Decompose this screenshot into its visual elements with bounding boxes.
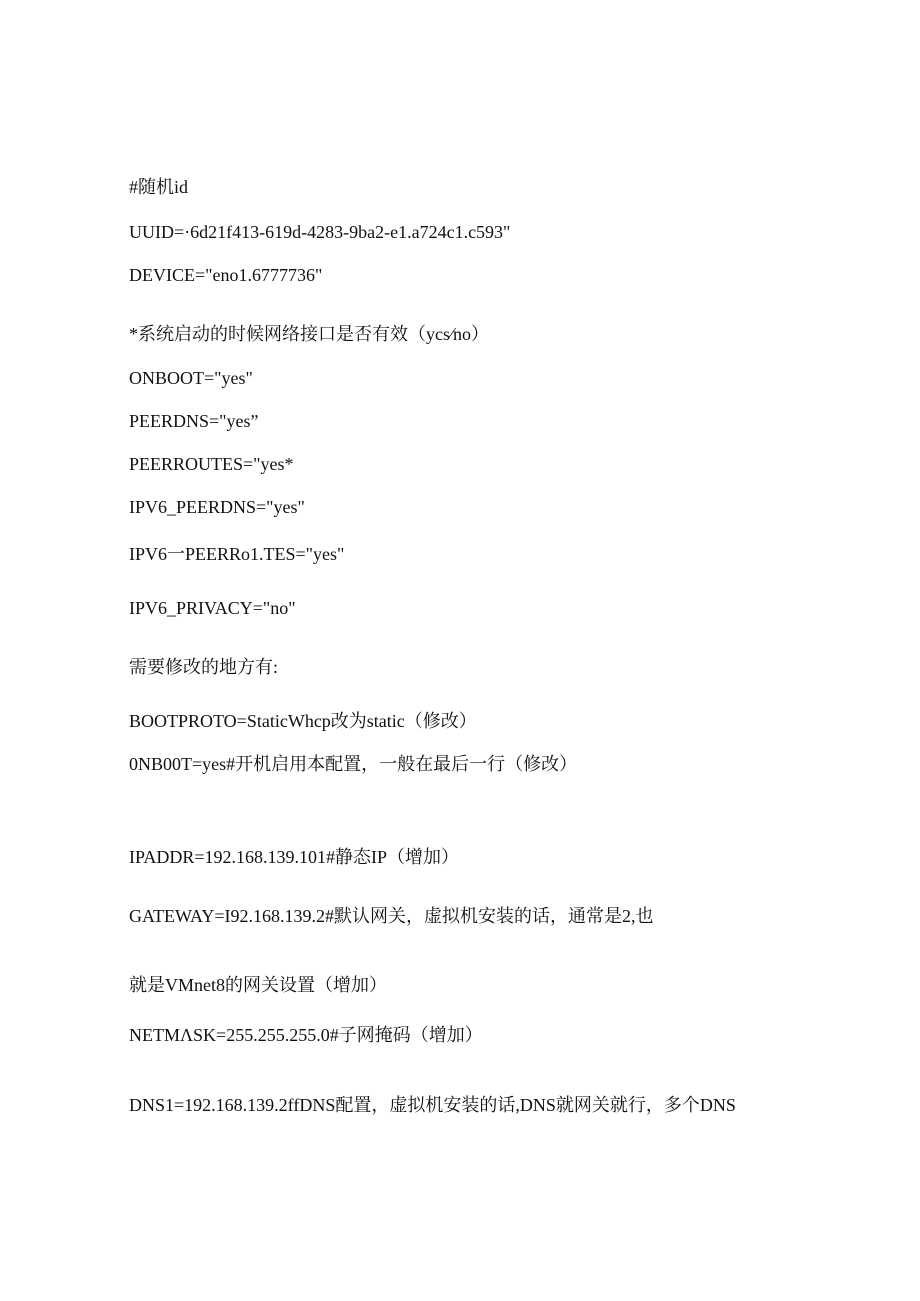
config-dns1: DNS1=192.168.139.2ffDNS配置，虚拟机安装的话,DNS就网关就行，多个DNS bbox=[129, 1095, 736, 1115]
config-netmask: NETMΛSK=255.255.255.0#子网掩码（增加） bbox=[129, 1025, 483, 1045]
section-heading-changes: 需要修改的地方有: bbox=[129, 657, 279, 677]
config-ipv6-peerdns: IPV6_PEERDNS="yes" bbox=[129, 497, 305, 517]
config-bootproto: BOOTPROTO=StaticWhcp改为static（修改） bbox=[129, 711, 477, 731]
config-uuid: UUID=·6d21f413-619d-4283-9ba2-e1.a724c1.c593" bbox=[129, 222, 511, 242]
config-ipv6-peerroutes: IPV6一PEERRo1.TES="yes" bbox=[129, 544, 345, 564]
config-gateway-continued: 就是VMnet8的网关设置（增加） bbox=[129, 975, 387, 995]
config-onboot-note: 0NB00T=yes#开机启用本配置，一般在最后一行（修改） bbox=[129, 754, 578, 774]
config-ipaddr: IPADDR=192.168.139.101#静态IP（增加） bbox=[129, 847, 460, 867]
comment-random-id: #随机id bbox=[129, 177, 189, 197]
comment-onboot: *系统启动的时候网络接口是否有效（ycs⁄no） bbox=[129, 324, 489, 344]
config-device: DEVICE="eno1.6777736" bbox=[129, 265, 323, 285]
config-peerroutes: PEERROUTES="yes* bbox=[129, 454, 294, 474]
config-onboot: ONBOOT="yes" bbox=[129, 368, 253, 388]
config-peerdns: PEERDNS="yes” bbox=[129, 411, 259, 431]
config-gateway: GATEWAY=I92.168.139.2#默认网关，虚拟机安装的话，通常是2,也 bbox=[129, 906, 654, 926]
config-ipv6-privacy: IPV6_PRIVACY="no" bbox=[129, 598, 296, 618]
